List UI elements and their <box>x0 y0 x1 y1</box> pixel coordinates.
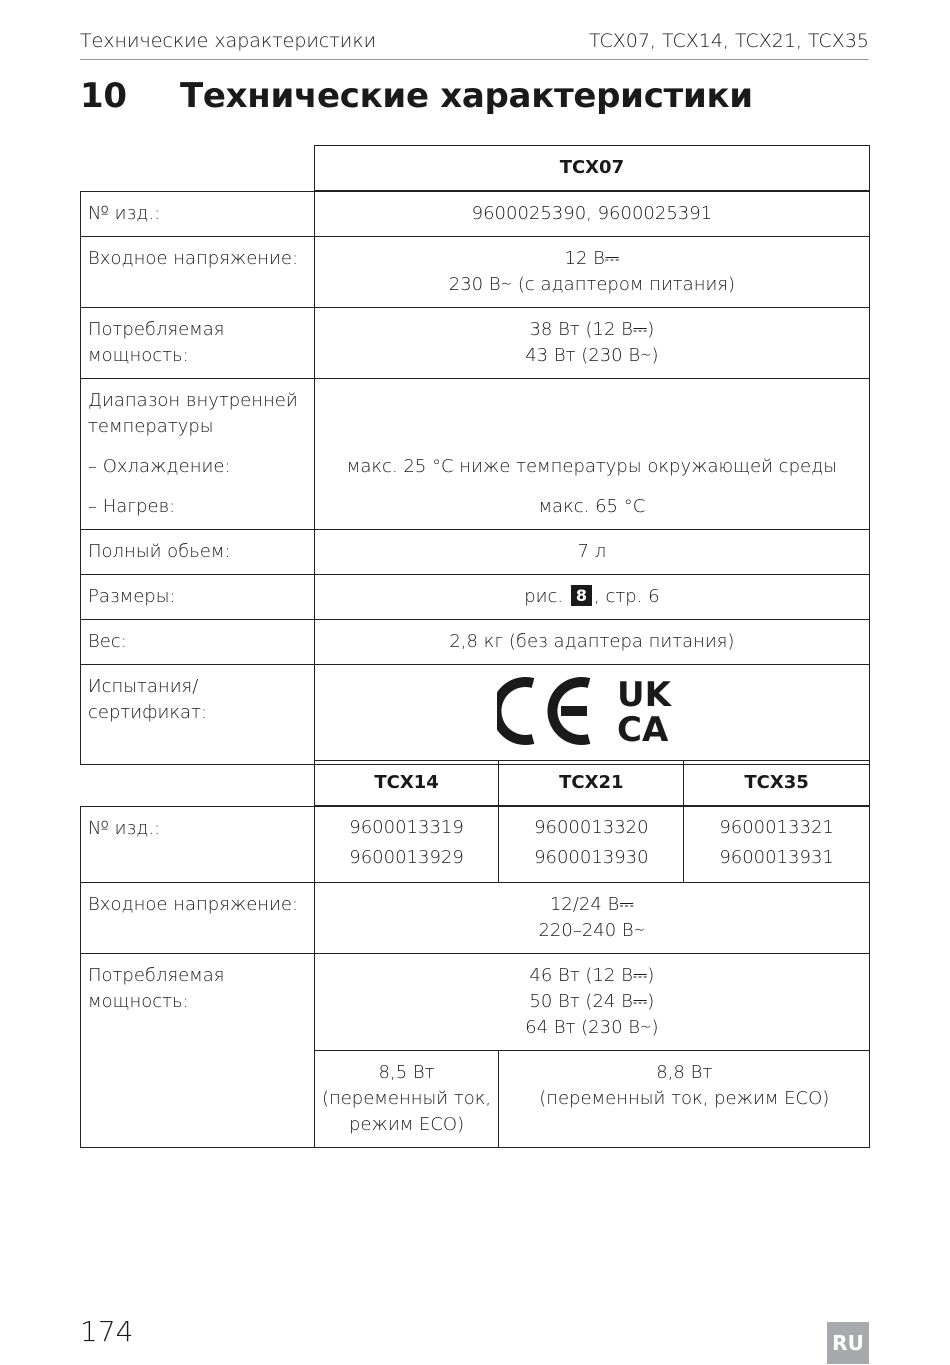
row-dimensions <box>81 575 870 620</box>
row-weight <box>81 620 870 665</box>
voltage-ac: 230 В∼ (с адаптером питания) <box>448 274 736 295</box>
heating-label: – Нагрев: <box>88 496 176 517</box>
heating-value: макс. 65 °C <box>538 496 646 517</box>
row-item-number <box>81 806 870 883</box>
row-label: Диапазон внутренней <box>88 390 298 411</box>
column-header-tcx07: TCX07 <box>314 146 869 192</box>
row-label: Входное напряжение: <box>81 237 315 308</box>
specs-table-tcx07 <box>80 145 870 765</box>
item-number-value: 9600013321 <box>719 817 834 838</box>
row-power-consumption <box>81 308 870 379</box>
running-header-section: Технические характеристики <box>80 30 377 52</box>
page-title <box>80 76 753 116</box>
figure-number-badge: 8 <box>571 585 592 606</box>
cooling-label: – Охлаждение: <box>88 456 231 477</box>
row-label: Размеры: <box>81 575 315 620</box>
row-item-number <box>81 191 870 237</box>
row-label: мощность: <box>88 991 189 1012</box>
page-number: 174 <box>80 1315 134 1348</box>
page-reference: , стр. 6 <box>594 586 660 607</box>
power-230v: 64 Вт (230 В∼) <box>525 1017 659 1038</box>
item-number-value: 9600013929 <box>349 847 464 868</box>
row-volume <box>81 530 870 575</box>
cooling-value: макс. 25 °C ниже температуры окружающей среды <box>346 456 838 477</box>
certification-marks <box>497 675 687 747</box>
eco-power-tcx14: 8,5 Вт <box>378 1062 435 1083</box>
row-label: Потребляемая <box>88 319 225 340</box>
row-label: Вес: <box>81 620 315 665</box>
chapter-title: Технические характеристики <box>180 76 753 116</box>
voltage-dc: 12 В⎓ <box>564 248 620 269</box>
eco-power-tcx21-35-note: (переменный ток, режим ECO) <box>539 1088 830 1109</box>
column-header-tcx35: TCX35 <box>684 761 870 807</box>
column-header-tcx21: TCX21 <box>499 761 684 807</box>
power-24v: 50 Вт (24 В⎓) <box>529 991 655 1012</box>
eco-power-tcx14-note: режим ECO) <box>348 1114 465 1135</box>
row-power-consumption <box>81 954 870 1051</box>
row-input-voltage <box>81 237 870 308</box>
power-12v: 46 Вт (12 В⎓) <box>529 965 655 986</box>
row-label: Полный обьем: <box>81 530 315 575</box>
eco-power-tcx14-note: (переменный ток, <box>321 1088 492 1109</box>
item-number-value: 9600013930 <box>534 847 649 868</box>
power-ac: 43 Вт (230 В∼) <box>525 345 659 366</box>
row-label: мощность: <box>88 345 189 366</box>
item-number-value: 9600013319 <box>349 817 464 838</box>
voltage-dc: 12/24 В⎓ <box>549 894 634 915</box>
specs-table-tcx14-21-35 <box>80 760 870 1148</box>
row-label: температуры <box>88 416 214 437</box>
weight-value: 2,8 кг (без адаптера питания) <box>314 620 869 665</box>
ukca-mark-icon <box>617 675 673 747</box>
item-number-value: 9600025390, 9600025391 <box>314 191 869 237</box>
item-number-value: 9600013320 <box>534 817 649 838</box>
ukca-bottom-text: CA <box>616 710 669 747</box>
row-temperature-range <box>81 379 870 530</box>
chapter-number: 10 <box>80 76 127 116</box>
row-certification <box>81 665 870 765</box>
running-header-models: TCX07, TCX14, TCX21, TCX35 <box>588 30 869 52</box>
row-label: Потребляемая <box>88 965 225 986</box>
language-badge: RU <box>827 1322 869 1364</box>
eco-power-tcx21-35: 8,8 Вт <box>656 1062 713 1083</box>
item-number-value: 9600013931 <box>719 847 834 868</box>
ukca-top-text: UK <box>616 675 671 715</box>
row-input-voltage <box>81 883 870 954</box>
column-header-tcx14: TCX14 <box>314 761 499 807</box>
power-dc: 38 Вт (12 В⎓) <box>529 319 655 340</box>
voltage-ac: 220–240 В∼ <box>538 920 646 941</box>
volume-value: 7 л <box>314 530 869 575</box>
ce-mark-icon <box>497 682 589 740</box>
row-label: № изд.: <box>81 191 315 237</box>
row-label: Испытания/сертификат: <box>81 665 315 765</box>
row-label: Входное напряжение: <box>81 883 315 954</box>
row-label: № изд.: <box>81 806 315 883</box>
header-divider <box>80 59 869 60</box>
figure-prefix: рис. <box>524 586 564 607</box>
